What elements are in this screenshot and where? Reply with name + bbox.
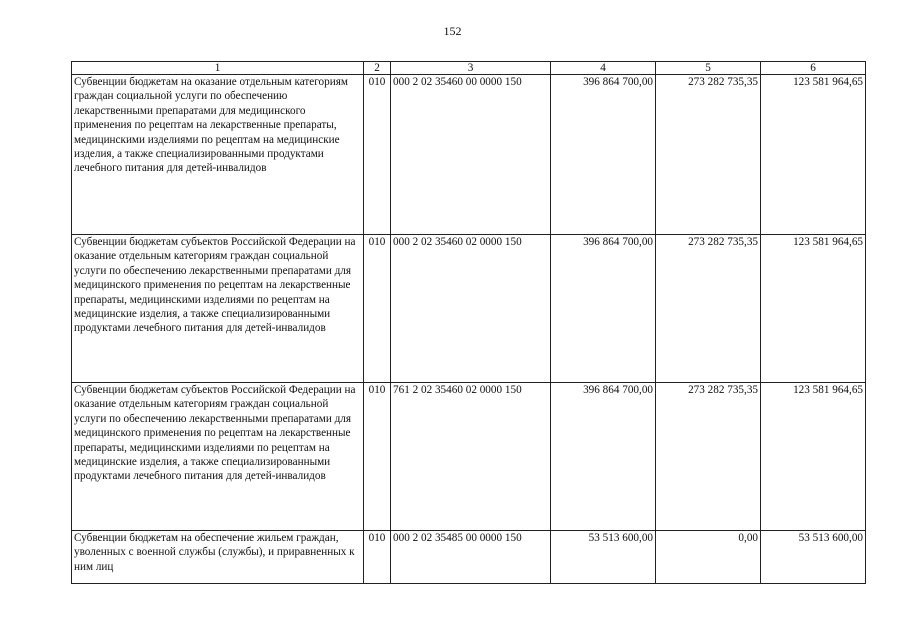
row-value-col5: 0,00: [656, 531, 761, 584]
row-code: 010: [364, 531, 391, 584]
column-header-1: 1: [72, 62, 364, 75]
row-budget-code: 761 2 02 35460 02 0000 150: [391, 383, 551, 531]
column-header-2: 2: [364, 62, 391, 75]
row-value-col6: 123 581 964,65: [761, 75, 866, 235]
column-header-6: 6: [761, 62, 866, 75]
row-code: 010: [364, 75, 391, 235]
table-row: [72, 75, 866, 235]
column-header-3: 3: [391, 62, 551, 75]
row-name: Субвенции бюджетам на обеспечение жильем граждан, уволенных с военной службы (службы), и приравненных к ним лиц: [72, 531, 364, 584]
row-code: 010: [364, 383, 391, 531]
table-row: [72, 531, 866, 584]
row-budget-code: 000 2 02 35460 02 0000 150: [391, 235, 551, 383]
row-budget-code: 000 2 02 35460 00 0000 150: [391, 75, 551, 235]
row-value-col5: 273 282 735,35: [656, 75, 761, 235]
table-body: [72, 75, 866, 584]
table-header: [72, 62, 866, 75]
row-name: Субвенции бюджетам субъектов Российской Федерации на оказание отдельным категориям граждан социальной услуги по обеспечению лекарственными препаратами для медицинского применения по рецептам на лекарственные препараты, медицинскими изделиями по рецептам на медицинские изделия, а также специализированными продуктами лечебного питания для детей-инвалидов: [72, 235, 364, 383]
row-value-col4: 396 864 700,00: [551, 383, 656, 531]
table-row: [72, 383, 866, 531]
row-value-col6: 123 581 964,65: [761, 235, 866, 383]
row-value-col6: 123 581 964,65: [761, 383, 866, 531]
column-header-5: 5: [656, 62, 761, 75]
row-value-col6: 53 513 600,00: [761, 531, 866, 584]
row-code: 010: [364, 235, 391, 383]
row-name: Субвенции бюджетам субъектов Российской Федерации на оказание отдельным категориям граждан социальной услуги по обеспечению лекарственными препаратами для медицинского применения по рецептам на лекарственные препараты, медицинскими изделиями по рецептам на медицинские изделия, а также специализированными продуктами лечебного питания для детей-инвалидов: [72, 383, 364, 531]
table-row: [72, 235, 866, 383]
budget-table: [71, 61, 866, 584]
column-header-4: 4: [551, 62, 656, 75]
row-value-col4: 396 864 700,00: [551, 235, 656, 383]
row-value-col4: 396 864 700,00: [551, 75, 656, 235]
row-value-col4: 53 513 600,00: [551, 531, 656, 584]
row-value-col5: 273 282 735,35: [656, 235, 761, 383]
row-value-col5: 273 282 735,35: [656, 383, 761, 531]
row-name: Субвенции бюджетам на оказание отдельным категориям граждан социальной услуги по обеспечению лекарственными препаратами для медицинского применения по рецептам на лекарственные препараты, медицинскими изделиями по рецептам на медицинские изделия, а также специализированными продуктами лечебного питания для детей-инвалидов: [72, 75, 364, 235]
page-number: 152: [443, 24, 462, 38]
row-budget-code: 000 2 02 35485 00 0000 150: [391, 531, 551, 584]
header-row: [72, 62, 866, 75]
